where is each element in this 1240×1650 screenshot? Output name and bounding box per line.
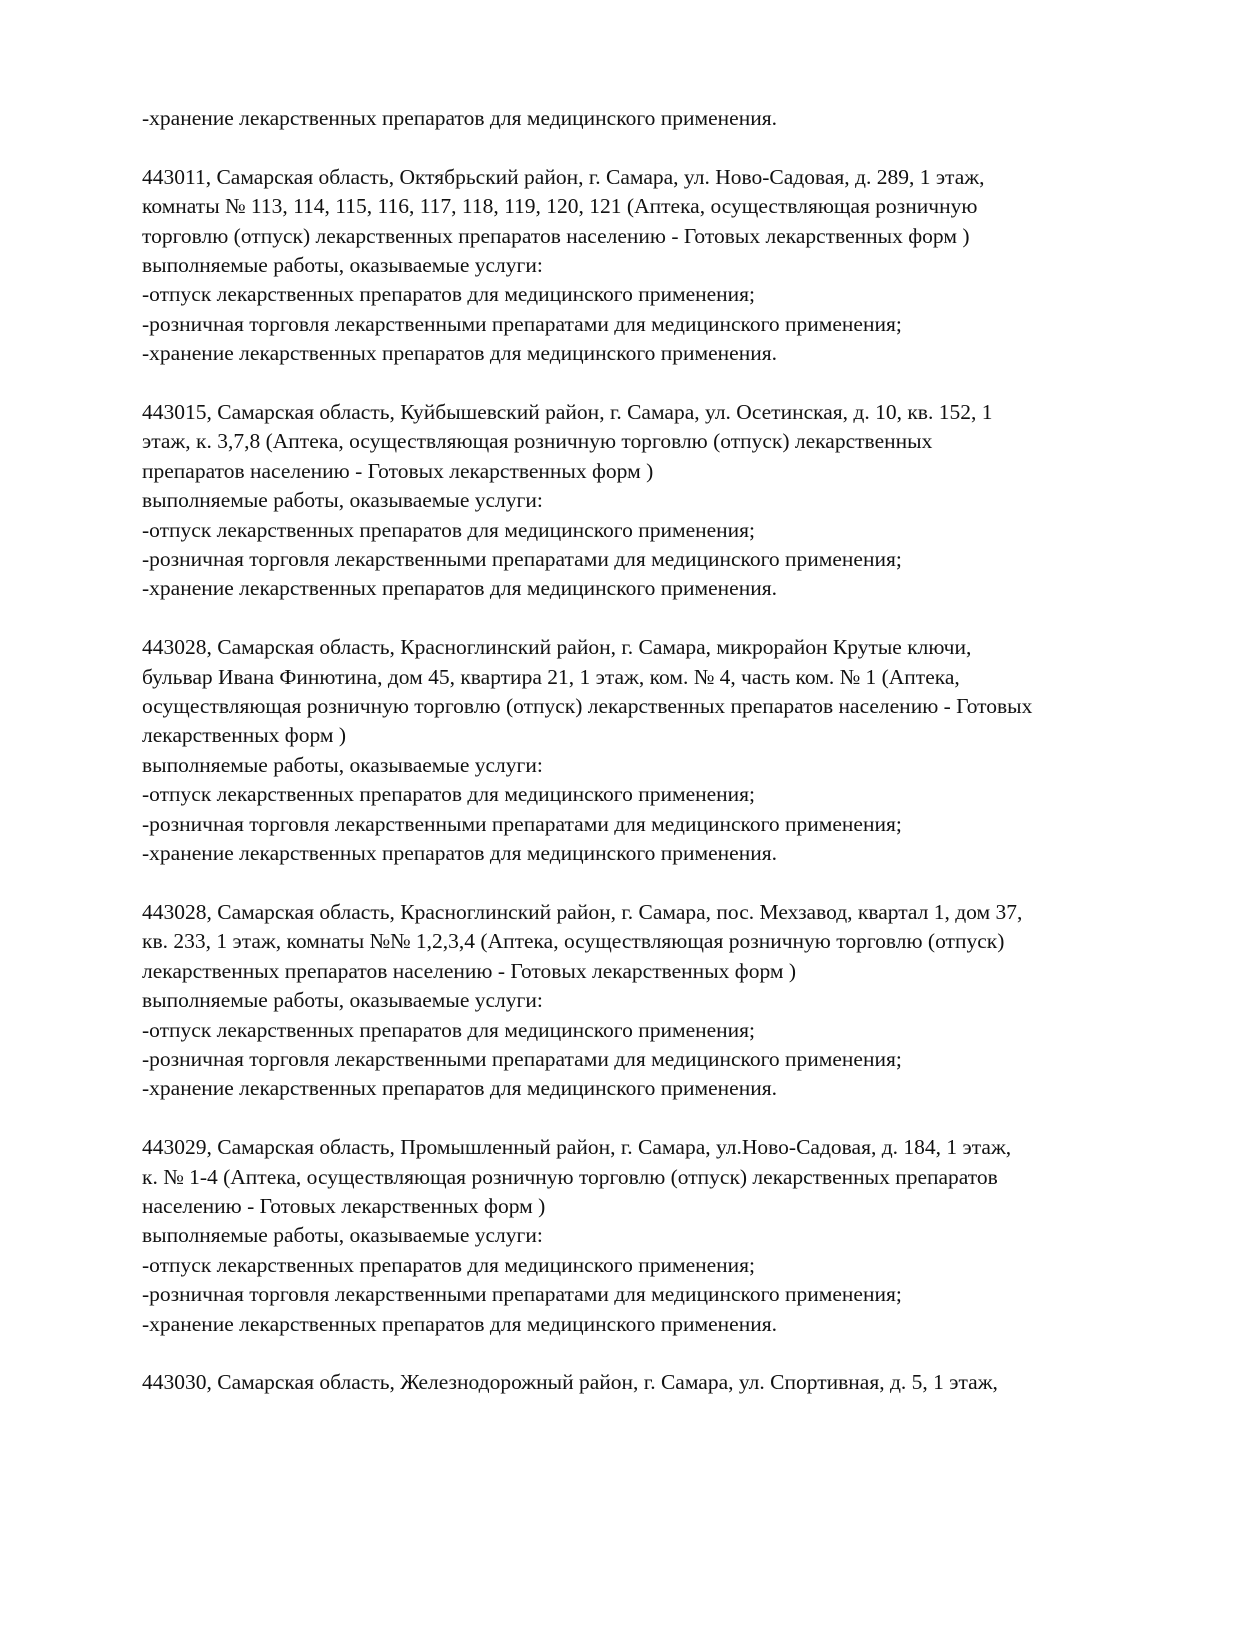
entries-list xyxy=(142,163,1162,1369)
address-entry xyxy=(142,1133,1162,1339)
service-item: -хранение лекарственных препаратов для медицинского применения. xyxy=(142,841,777,866)
service-item: -хранение лекарственных препаратов для медицинского применения. xyxy=(142,576,777,601)
service-item: -отпуск лекарственных препаратов для медицинского применения; xyxy=(142,282,756,307)
services-header: выполняемые работы, оказываемые услуги: xyxy=(142,253,543,278)
address-line: препаратов населению - Готовых лекарственных форм ) xyxy=(142,458,654,483)
paragraph-gap xyxy=(142,369,1162,398)
service-item: -розничная торговля лекарственными препаратами для медицинского применения; xyxy=(142,1282,902,1307)
services-header: выполняемые работы, оказываемые услуги: xyxy=(142,752,543,777)
address-entry xyxy=(142,163,1162,369)
address-line: лекарственных препаратов населению - Готовых лекарственных форм ) xyxy=(142,958,797,983)
paragraph-gap xyxy=(142,1104,1162,1133)
address-line: комнаты № 113, 114, 115, 116, 117, 118, 119, 120, 121 (Аптека, осуществляющая розничную xyxy=(142,194,978,219)
lead-line: -хранение лекарственных препаратов для медицинского применения. xyxy=(142,106,777,130)
service-item: -отпуск лекарственных препаратов для медицинского применения; xyxy=(142,782,756,807)
service-item: -розничная торговля лекарственными препаратами для медицинского применения; xyxy=(142,311,902,336)
address-line: лекарственных форм ) xyxy=(142,723,347,748)
address-line: к. № 1-4 (Аптека, осуществляющая розничную торговлю (отпуск) лекарственных препаратов xyxy=(142,1164,998,1189)
paragraph-gap xyxy=(142,869,1162,898)
services-header: выполняемые работы, оказываемые услуги: xyxy=(142,988,543,1013)
service-item: -отпуск лекарственных препаратов для медицинского применения; xyxy=(142,517,756,542)
address-entry xyxy=(142,633,1162,868)
service-item: -отпуск лекарственных препаратов для медицинского применения; xyxy=(142,1017,756,1042)
service-item: -розничная торговля лекарственными препаратами для медицинского применения; xyxy=(142,1046,902,1071)
paragraph-gap xyxy=(142,1339,1162,1368)
service-item: -хранение лекарственных препаратов для медицинского применения. xyxy=(142,341,777,366)
address-line: торговлю (отпуск) лекарственных препаратов населению - Готовых лекарственных форм ) xyxy=(142,223,970,248)
trailing-address-line: 443030, Самарская область, Железнодорожный район, г. Самара, ул. Спортивная, д. 5, 1 этаж, xyxy=(142,1370,998,1395)
services-header: выполняемые работы, оказываемые услуги: xyxy=(142,488,543,513)
address-line: 443015, Самарская область, Куйбышевский район, г. Самара, ул. Осетинская, д. 10, кв. 152, 1 xyxy=(142,400,993,425)
service-item: -розничная торговля лекарственными препаратами для медицинского применения; xyxy=(142,547,902,572)
paragraph-gap xyxy=(142,604,1162,633)
services-header: выполняемые работы, оказываемые услуги: xyxy=(142,1223,543,1248)
address-line: 443011, Самарская область, Октябрьский район, г. Самара, ул. Ново-Садовая, д. 289, 1 этаж, xyxy=(142,164,985,189)
address-line: кв. 233, 1 этаж, комнаты №№ 1,2,3,4 (Аптека, осуществляющая розничную торговлю (отпуск) xyxy=(142,929,1005,954)
paragraph-gap xyxy=(142,133,1162,162)
service-item: -хранение лекарственных препаратов для медицинского применения. xyxy=(142,1311,777,1336)
trailing-block xyxy=(142,1368,1162,1397)
address-line: 443029, Самарская область, Промышленный район, г. Самара, ул.Ново-Садовая, д. 184, 1 этаж, xyxy=(142,1135,1012,1160)
address-line: 443028, Самарская область, Красноглинский район, г. Самара, микрорайон Крутые ключи, xyxy=(142,635,972,660)
lead-block xyxy=(142,104,1162,133)
service-item: -хранение лекарственных препаратов для медицинского применения. xyxy=(142,1076,777,1101)
address-line: населению - Готовых лекарственных форм ) xyxy=(142,1193,546,1218)
address-line: 443028, Самарская область, Красноглинский район, г. Самара, пос. Мехзавод, квартал 1, дом 37, xyxy=(142,899,1023,924)
address-entry xyxy=(142,398,1162,604)
address-line: осуществляющая розничную торговлю (отпуск) лекарственных препаратов населению - Готовых xyxy=(142,694,1033,719)
address-line: бульвар Ивана Финютина, дом 45, квартира 21, 1 этаж, ком. № 4, часть ком. № 1 (Аптека, xyxy=(142,664,960,689)
service-item: -розничная торговля лекарственными препаратами для медицинского применения; xyxy=(142,811,902,836)
document-page xyxy=(142,104,1162,1398)
service-item: -отпуск лекарственных препаратов для медицинского применения; xyxy=(142,1252,756,1277)
address-entry xyxy=(142,898,1162,1104)
address-line: этаж, к. 3,7,8 (Аптека, осуществляющая розничную торговлю (отпуск) лекарственных xyxy=(142,429,933,454)
